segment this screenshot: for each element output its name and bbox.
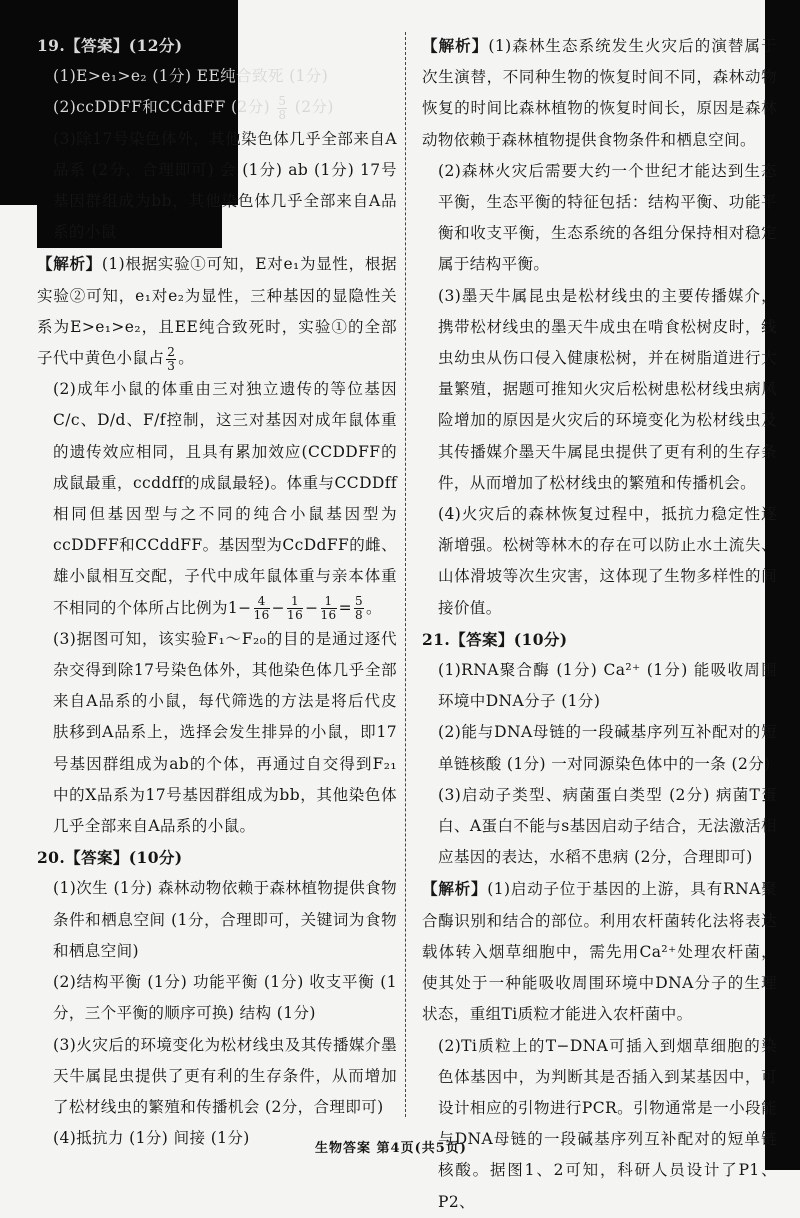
fraction — [277, 95, 287, 122]
q19-heading: 19.【答案】(12分) — [37, 36, 183, 55]
q20-answer-3: (3)火灾后的环境变化为松材线虫及其传播媒介墨天牛属昆虫提供了更有利的生存条件，从而增加了松材线虫的繁殖和传播机会 (2分，合理即可) — [53, 1035, 397, 1116]
q21-explanation-1: 【解析】(1)启动子位于基因的上游，具有RNA聚合酶识别和结合的部位。利用农杆菌转化法将表达载体转入烟草细胞中，需先用Ca²⁺处理农杆菌，使其处于一种能吸收周围环境中DNA分子的生理状态，重组Ti质粒才能进入农杆菌中。 — [422, 879, 777, 1024]
fraction-denominator: 3 — [167, 358, 176, 373]
fraction-denominator: 16 — [287, 608, 304, 623]
q21-answer-3: (3)启动子类型、病菌蛋白类型 (2分) 病菌T蛋白、A蛋白不能与s基因启动子结合，无法激活相应基因的表达，水稻不患病 (2分，合理即可) — [438, 785, 777, 867]
q20-answer-2: (2)结构平衡 (1分) 功能平衡 (1分) 收支平衡 (1分，三个平衡的顺序可换) 结构 (1分) — [53, 973, 397, 1023]
q21-explanation-2: (2)Ti质粒上的T−DNA可插入到烟草细胞的染色体基因中，为判断其是否插入到某基因中，可设计相应的引物进行PCR。引物通常是一小段能与DNA母链的一段碱基序列互补配对的短单链核酸。据图1、2可知，科研人员设计了P1、P2、 — [438, 1036, 777, 1211]
fraction — [166, 346, 176, 373]
q19-explanation-1 — [37, 248, 397, 374]
section-marker: 【解析】 — [37, 254, 102, 274]
q19-explanation-2-text: (2)成年小鼠的体重由三对独立遗传的等位基因C/c、D/d、F/f控制，这三对基因对成年鼠体重的遗传效应相同，且具有累加效应(CCDDFF的成鼠最重，ccddff的成鼠最轻)。体重与CCDDff相同但基因型与之不同的纯合小鼠基因型为ccDDFF和CCddFF。基因型为CcDdFF的雌、雄小鼠相互交配，子代中成年鼠体重与亲本体重不相同的个体所占比例为1− — [53, 380, 397, 617]
right-column — [422, 30, 777, 1218]
q19-explanation-1-text: 【解析】(1)根据实验①可知，E对e₁为显性，根据实验②可知，e₁对e₂为显性，三种基因的显隐性关系为E>e₁>e₂，且EE纯合致死时，实验①的全部子代中黄色小鼠占 — [37, 254, 397, 368]
fraction — [254, 595, 270, 622]
fraction-numerator: 5 — [278, 93, 287, 108]
column-divider — [405, 32, 406, 1117]
q19-answer-3: (3)除17号染色体外，其他染色体几乎全部来自A品系 (2分，合理即可) 会 (1分) ab (1分) 17号基因群组成为bb，其他染色体几乎全部来自A品系的小鼠 — [37, 124, 397, 249]
q19-answer-2 — [37, 92, 397, 123]
operator: − — [305, 598, 319, 617]
fraction-numerator: 2 — [167, 344, 176, 359]
fraction-denominator: 8 — [278, 107, 287, 122]
q20-explanation-2: (2)森林火灾后需要大约一个世纪才能达到生态平衡，生态平衡的特征包括：结构平衡、功能平衡和收支平衡，生态系统的各组分保持相对稳定属于结构平衡。 — [438, 161, 777, 274]
section-marker: 【解析】 — [422, 36, 489, 55]
q19-answer-2-score: (2分) — [294, 98, 334, 117]
operator: = — [338, 598, 352, 617]
fraction — [287, 595, 303, 622]
section-marker: 【答案】 — [450, 629, 514, 649]
q19-explanation-3: (3)据图可知，该实验F₁～F₂₀的目的是通过逐代杂交得到除17号染色体外，其他染色体几乎全部来自A品系的小鼠，每代筛选的方法是将后代皮肤移到A品系上，选择会发生排异的小鼠，即17号基因群组成为ab的个体，再通过自交得到F₂₁中的X品系为17号基因群组成为bb，其他染色体几乎全部来自A品系的小鼠。 — [53, 629, 397, 836]
section-marker: 【解析】 — [422, 879, 488, 899]
fraction-denominator: 16 — [320, 608, 337, 623]
operator: − — [271, 598, 286, 617]
fraction-numerator: 5 — [354, 594, 364, 609]
fraction-denominator: 8 — [354, 608, 364, 623]
q19-answer-1: (1)E>e₁>e₂ (1分) EE纯合致死 (1分) — [53, 67, 329, 86]
fraction-numerator: 1 — [287, 595, 303, 609]
fraction-numerator: 4 — [254, 595, 270, 609]
fraction — [354, 595, 364, 622]
q19-answer-2-text: (2)ccDDFF和CCddFF (2分) — [53, 98, 271, 117]
fraction-denominator: 16 — [253, 608, 270, 623]
section-marker: 【答案】 — [65, 848, 129, 868]
q21-answer-2: (2)能与DNA母链的一段碱基序列互补配对的短单链核酸 (1分) 一对同源染色体中的一条 (2分) — [438, 723, 777, 773]
q20-explanation-3: (3)墨天牛属昆虫是松材线虫的主要传播媒介，携带松材线虫的墨天牛成虫在啃食松树皮时，线虫幼虫从伤口侵入健康松树，并在树脂道进行大量繁殖，据题可推知火灾后松树患松材线虫病风险增加的原因是火灾后的环境变化为松材线虫及其传播媒介墨天牛属昆虫提供了更有利的生存条件，从而增加了松材线虫的繁殖和传播机会。 — [438, 286, 777, 492]
q20-answer-4: (4)抵抗力 (1分) 间接 (1分) — [53, 1129, 250, 1148]
fraction-numerator: 1 — [321, 595, 337, 609]
q19-explanation-2 — [37, 374, 397, 624]
fraction — [321, 595, 337, 622]
q20-explanation-4: (4)火灾后的森林恢复过程中，抵抗力稳定性逐渐增强。松树等林木的存在可以防止水土流失、山体滑坡等次生灾害，这体现了生物多样性的间接价值。 — [438, 505, 777, 617]
q19-explanation-2-end: 。 — [366, 598, 382, 617]
left-column — [37, 30, 397, 1154]
q21-answer-1: (1)RNA聚合酶 (1分) Ca²⁺ (1分) 能吸收周围环境中DNA分子 (1分) — [438, 661, 777, 711]
q20-heading: 20.【答案】(10分) — [37, 848, 183, 868]
q20-explanation-1: 【解析】(1)森林生态系统发生火灾后的演替属于次生演替，不同种生物的恢复时间不同，森林动物恢复的时间比森林植物的恢复时间长，原因是森林动物依赖于森林植物提供食物条件和栖息空间。 — [422, 36, 777, 149]
q20-answer-1: (1)次生 (1分) 森林动物依赖于森林植物提供食物条件和栖息空间 (1分，合理即可，关键词为食物和栖息空间) — [53, 879, 397, 960]
q21-heading: 21.【答案】(10分) — [422, 629, 568, 649]
section-marker: 【答案】 — [65, 36, 129, 55]
q19-explanation-1-end: 。 — [178, 349, 195, 368]
page-footer: 生物答案 第4页(共5页) — [315, 1141, 467, 1156]
